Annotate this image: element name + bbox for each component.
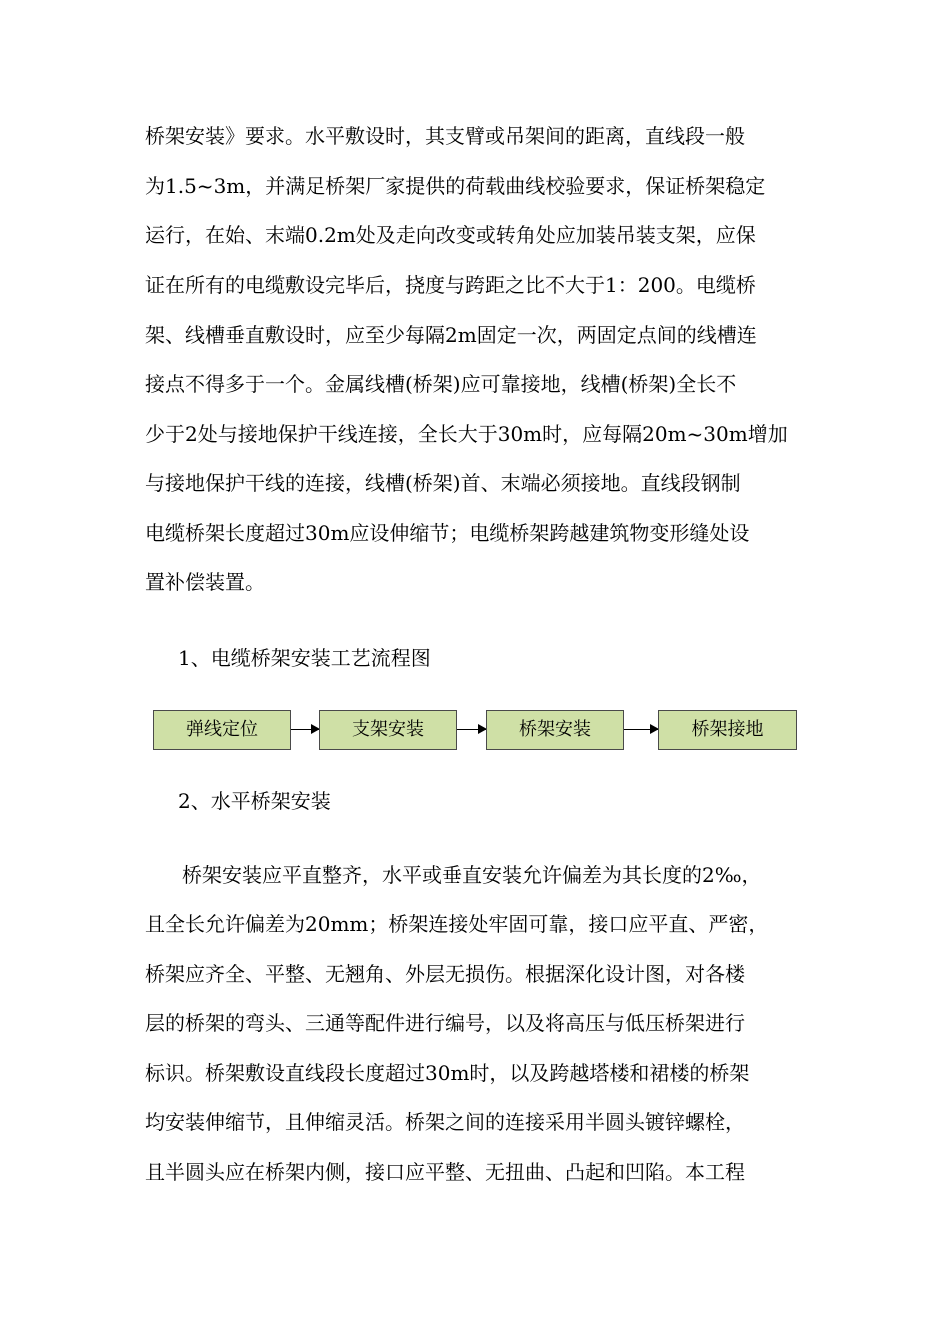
text-line: 置补偿装置。 (145, 570, 265, 594)
flow-arrow (291, 729, 319, 730)
text-line: 桥架安装》要求。水平敷设时，其支臂或吊架间的距离，直线段一般 (145, 124, 745, 148)
text-line: 桥架应齐全、平整、无翘角、外层无损伤。根据深化设计图，对各楼 (145, 962, 745, 986)
flow-arrow (624, 729, 658, 730)
section-heading-1: 1、电缆桥架安装工艺流程图 (178, 646, 431, 670)
text-line: 少于2处与接地保护干线连接，全长大于30m时，应每隔20m~30m增加 (145, 422, 788, 446)
text-line: 且全长允许偏差为20mm；桥架连接处牢固可靠，接口应平直、严密， (145, 912, 769, 936)
text-line: 运行，在始、末端0.2m处及走向改变或转角处应加装吊装支架，应保 (145, 223, 756, 247)
text-line: 证在所有的电缆敷设完毕后，挠度与跨距之比不大于1：200。电缆桥 (145, 273, 756, 297)
text-line: 电缆桥架长度超过30m应设伸缩节；电缆桥架跨越建筑物变形缝处设 (145, 521, 750, 545)
text-line: 架、线槽垂直敷设时，应至少每隔2m固定一次，两固定点间的线槽连 (145, 323, 757, 347)
text-line: 标识。桥架敷设直线段长度超过30m时，以及跨越塔楼和裙楼的桥架 (145, 1061, 750, 1085)
flow-arrow (457, 729, 486, 730)
text-line: 与接地保护干线的连接，线槽(桥架)首、末端必须接地。直线段钢制 (145, 471, 741, 495)
flow-step-1: 弹线定位 (153, 710, 291, 750)
section-heading-2: 2、水平桥架安装 (178, 789, 331, 813)
text-line: 为1.5~3m，并满足桥架厂家提供的荷载曲线校验要求，保证桥架稳定 (145, 174, 766, 198)
text-line: 接点不得多于一个。金属线槽(桥架)应可靠接地，线槽(桥架)全长不 (145, 372, 737, 396)
flow-step-2: 支架安装 (319, 710, 457, 750)
flow-step-3: 桥架安装 (486, 710, 624, 750)
text-line: 层的桥架的弯头、三通等配件进行编号，以及将高压与低压桥架进行 (145, 1011, 745, 1035)
text-line: 且半圆头应在桥架内侧，接口应平整、无扭曲、凸起和凹陷。本工程 (145, 1160, 745, 1184)
text-line: 均安装伸缩节，且伸缩灵活。桥架之间的连接采用半圆头镀锌螺栓， (145, 1110, 745, 1134)
text-line: 桥架安装应平直整齐，水平或垂直安装允许偏差为其长度的2‰， (182, 863, 762, 887)
flow-step-4: 桥架接地 (658, 710, 797, 750)
